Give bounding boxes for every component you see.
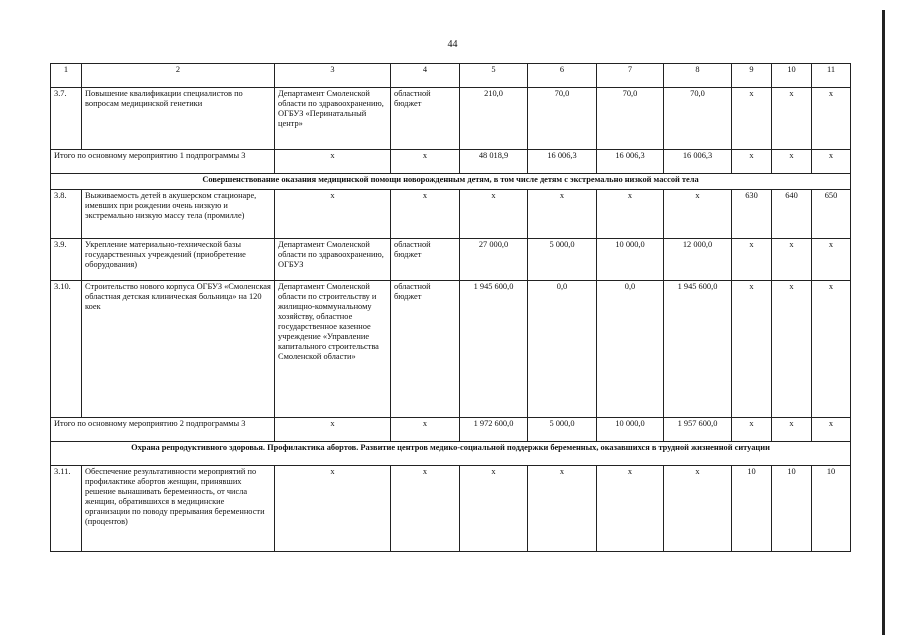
year-3-amount-cell: x — [664, 190, 732, 239]
col-header: 11 — [812, 64, 851, 88]
item-number: 3.8. — [51, 190, 82, 239]
col-header: 2 — [82, 64, 275, 88]
year-3-amount-cell: 1 945 600,0 — [664, 281, 732, 418]
col-header: 8 — [664, 64, 732, 88]
indicator-1-cell: x — [732, 150, 772, 174]
year-1-amount-cell: 5 000,0 — [528, 418, 597, 442]
program-table — [50, 63, 851, 552]
indicator-2-cell: x — [772, 88, 812, 150]
total-amount-cell: 1 972 600,0 — [460, 418, 528, 442]
year-3-amount-cell: 70,0 — [664, 88, 732, 150]
col-header: 7 — [597, 64, 664, 88]
indicator-2-cell: x — [772, 418, 812, 442]
year-2-amount-cell: x — [597, 190, 664, 239]
section-title: Охрана репродуктивного здоровья. Профилактика абортов. Развитие центров медико-социальной поддержки беременных, оказавшихся в трудной жизненной ситуации — [51, 442, 851, 466]
section-title: Совершенствование оказания медицинской помощи новорожденным детям, в том числе детям с экстремально низкой массой тела — [51, 174, 851, 190]
indicator-3-cell: x — [812, 150, 851, 174]
year-3-amount-cell: 16 006,3 — [664, 150, 732, 174]
indicator-3-cell: x — [812, 281, 851, 418]
page-number: 44 — [447, 39, 458, 50]
item-name: Строительство нового корпуса ОГБУЗ «Смоленская областная детская клиническая больница» на 120 коек — [82, 281, 275, 418]
funding-source-cell: областной бюджет — [391, 281, 460, 418]
table-row — [51, 190, 851, 239]
year-3-amount-cell: x — [664, 466, 732, 552]
indicator-1-cell: 630 — [732, 190, 772, 239]
executor-cell: x — [275, 150, 391, 174]
indicator-2-cell: x — [772, 281, 812, 418]
funding-source-cell: x — [391, 418, 460, 442]
table-row — [51, 281, 851, 418]
indicator-2-cell: 640 — [772, 190, 812, 239]
item-name: Выживаемость детей в акушерском стационаре, имевших при рождении очень низкую и экстремально низкую массу тела (промилле) — [82, 190, 275, 239]
table-row — [51, 88, 851, 150]
year-1-amount-cell: x — [528, 190, 597, 239]
executor-cell: Департамент Смоленской области по строительству и жилищно-коммунальному хозяйству, областное государственное казенное учреждение «Управление капитального строительства Смоленской области» — [275, 281, 391, 418]
item-number: 3.10. — [51, 281, 82, 418]
col-header: 3 — [275, 64, 391, 88]
year-3-amount-cell: 1 957 600,0 — [664, 418, 732, 442]
total-amount-cell: 210,0 — [460, 88, 528, 150]
year-1-amount-cell: x — [528, 466, 597, 552]
total-amount-cell: 1 945 600,0 — [460, 281, 528, 418]
indicator-3-cell: x — [812, 418, 851, 442]
scan-edge-line — [882, 10, 885, 635]
year-1-amount-cell: 70,0 — [528, 88, 597, 150]
executor-cell: Департамент Смоленской области по здравоохранению, ОГБУЗ — [275, 239, 391, 281]
item-number: 3.11. — [51, 466, 82, 552]
year-2-amount-cell: 70,0 — [597, 88, 664, 150]
year-2-amount-cell: 0,0 — [597, 281, 664, 418]
indicator-1-cell: x — [732, 239, 772, 281]
indicator-1-cell: x — [732, 281, 772, 418]
indicator-3-cell: x — [812, 239, 851, 281]
indicator-2-cell: x — [772, 150, 812, 174]
indicator-3-cell: 650 — [812, 190, 851, 239]
year-1-amount-cell: 5 000,0 — [528, 239, 597, 281]
funding-source-cell: x — [391, 466, 460, 552]
item-name: Укрепление материально-технической базы государственных учреждений (приобретение оборудования) — [82, 239, 275, 281]
funding-source-cell: x — [391, 190, 460, 239]
col-header: 5 — [460, 64, 528, 88]
col-header: 9 — [732, 64, 772, 88]
indicator-3-cell: x — [812, 88, 851, 150]
funding-source-cell: областной бюджет — [391, 239, 460, 281]
total-label: Итого по основному мероприятию 1 подпрограммы 3 — [51, 150, 275, 174]
indicator-2-cell: x — [772, 239, 812, 281]
indicator-1-cell: 10 — [732, 466, 772, 552]
total-label: Итого по основному мероприятию 2 подпрограммы 3 — [51, 418, 275, 442]
year-1-amount-cell: 0,0 — [528, 281, 597, 418]
col-header: 4 — [391, 64, 460, 88]
executor-cell: x — [275, 418, 391, 442]
section-row — [51, 174, 851, 190]
total-amount-cell: 27 000,0 — [460, 239, 528, 281]
item-name: Повышение квалификации специалистов по вопросам медицинской генетики — [82, 88, 275, 150]
total-amount-cell: 48 018,9 — [460, 150, 528, 174]
section-row — [51, 442, 851, 466]
total-amount-cell: x — [460, 466, 528, 552]
executor-cell: Департамент Смоленской области по здравоохранению, ОГБУЗ «Перинатальный центр» — [275, 88, 391, 150]
year-3-amount-cell: 12 000,0 — [664, 239, 732, 281]
year-2-amount-cell: 10 000,0 — [597, 418, 664, 442]
item-name: Обеспечение результативности мероприятий по профилактике абортов женщин, принявших решение вынашивать беременность, от числа женщин, обратившихся в медицинские организации по поводу прерывания беременности (процентов) — [82, 466, 275, 552]
item-number: 3.9. — [51, 239, 82, 281]
funding-source-cell: x — [391, 150, 460, 174]
col-header: 10 — [772, 64, 812, 88]
year-2-amount-cell: 16 006,3 — [597, 150, 664, 174]
table-row — [51, 466, 851, 552]
indicator-2-cell: 10 — [772, 466, 812, 552]
total-row — [51, 150, 851, 174]
column-number-row — [51, 64, 851, 88]
col-header: 1 — [51, 64, 82, 88]
indicator-3-cell: 10 — [812, 466, 851, 552]
total-row — [51, 418, 851, 442]
year-2-amount-cell: x — [597, 466, 664, 552]
executor-cell: x — [275, 466, 391, 552]
executor-cell: x — [275, 190, 391, 239]
table-row — [51, 239, 851, 281]
item-number: 3.7. — [51, 88, 82, 150]
indicator-1-cell: x — [732, 88, 772, 150]
year-2-amount-cell: 10 000,0 — [597, 239, 664, 281]
indicator-1-cell: x — [732, 418, 772, 442]
funding-source-cell: областной бюджет — [391, 88, 460, 150]
col-header: 6 — [528, 64, 597, 88]
year-1-amount-cell: 16 006,3 — [528, 150, 597, 174]
total-amount-cell: x — [460, 190, 528, 239]
